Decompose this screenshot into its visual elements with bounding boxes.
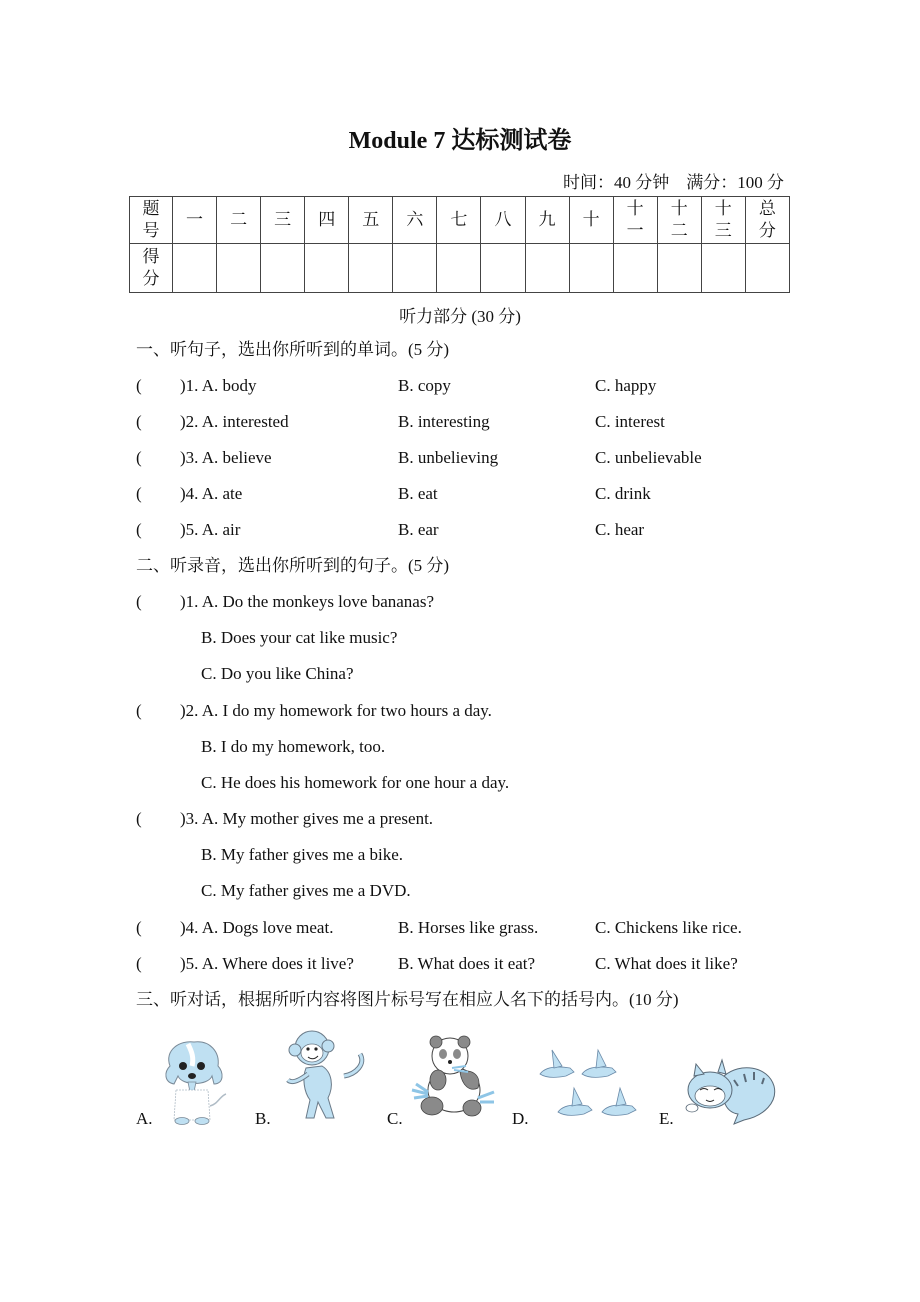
answer-blank[interactable]: ( bbox=[136, 918, 142, 937]
score-cell[interactable] bbox=[525, 244, 569, 293]
question-number-row bbox=[130, 197, 790, 244]
option-a: )4. A. ate bbox=[180, 484, 243, 503]
score-cell[interactable] bbox=[261, 244, 305, 293]
part1-instruction: 一、听句子，选出你所听到的单词。(5 分) bbox=[136, 340, 450, 359]
col-13: 十三 bbox=[701, 197, 745, 244]
panda-icon bbox=[410, 1032, 496, 1118]
score-cell[interactable] bbox=[349, 244, 393, 293]
option-a: )3. A. My mother gives me a present. bbox=[180, 809, 434, 828]
time-limit: 时间：40 分钟 bbox=[563, 173, 670, 192]
option-b: B. ear bbox=[398, 520, 439, 539]
answer-blank[interactable]: ( bbox=[136, 809, 142, 828]
score-cell-total[interactable] bbox=[745, 244, 789, 293]
option-a: )1. A. body bbox=[180, 376, 257, 395]
option-c: C. happy bbox=[595, 376, 657, 395]
score-cell[interactable] bbox=[657, 244, 701, 293]
option-a: )1. A. Do the monkeys love bananas? bbox=[180, 592, 434, 611]
option-a: )2. A. I do my homework for two hours a day. bbox=[180, 701, 492, 720]
score-cell[interactable] bbox=[437, 244, 481, 293]
col-2: 二 bbox=[217, 197, 261, 244]
answer-blank[interactable]: ( bbox=[136, 954, 142, 973]
col-total: 总分 bbox=[745, 197, 789, 244]
option-b: B. Does your cat like music? bbox=[201, 628, 398, 647]
score-cell[interactable] bbox=[569, 244, 613, 293]
score-cell[interactable] bbox=[393, 244, 437, 293]
col-11: 十一 bbox=[613, 197, 657, 244]
col-12: 十二 bbox=[657, 197, 701, 244]
answer-blank[interactable]: ( bbox=[136, 484, 142, 503]
question-row bbox=[136, 591, 434, 613]
option-b: B. copy bbox=[398, 376, 451, 395]
score-table bbox=[129, 196, 790, 293]
part3-instruction: 三、听对话，根据所听内容将图片标号写在相应人名下的括号内。(10 分) bbox=[136, 990, 679, 1009]
option-c: C. hear bbox=[595, 520, 645, 539]
question-row bbox=[136, 700, 492, 722]
option-b: B. I do my homework, too. bbox=[201, 737, 386, 756]
answer-blank[interactable]: ( bbox=[136, 376, 142, 395]
answer-blank[interactable]: ( bbox=[136, 592, 142, 611]
option-c: C. Do you like China? bbox=[201, 664, 354, 683]
option-a: )4. A. Dogs love meat. bbox=[180, 918, 334, 937]
picture-label-c: C. bbox=[387, 1109, 403, 1128]
cat-icon bbox=[684, 1056, 778, 1126]
option-b: B. interesting bbox=[398, 412, 490, 431]
picture-label-e: E. bbox=[659, 1109, 674, 1128]
answer-blank[interactable]: ( bbox=[136, 520, 142, 539]
question-row bbox=[136, 917, 796, 939]
option-b: B. eat bbox=[398, 484, 438, 503]
row-label-question: 题号 bbox=[130, 197, 173, 244]
score-cell[interactable] bbox=[481, 244, 525, 293]
option-b: B. unbelieving bbox=[398, 448, 499, 467]
option-c: C. He does his homework for one hour a day. bbox=[201, 773, 510, 792]
col-10: 十 bbox=[569, 197, 613, 244]
picture-label-b: B. bbox=[255, 1109, 271, 1128]
option-a: )3. A. believe bbox=[180, 448, 272, 467]
question-row bbox=[136, 519, 796, 541]
option-c: C. What does it like? bbox=[595, 954, 738, 973]
question-row bbox=[136, 411, 796, 433]
score-cell[interactable] bbox=[613, 244, 657, 293]
option-a: )2. A. interested bbox=[180, 412, 289, 431]
option-b: B. What does it eat? bbox=[398, 954, 536, 973]
listening-heading: 听力部分 (30 分) bbox=[399, 307, 521, 326]
col-8: 八 bbox=[481, 197, 525, 244]
dog-icon bbox=[158, 1036, 238, 1128]
question-row bbox=[136, 447, 796, 469]
option-b: B. My father gives me a bike. bbox=[201, 845, 404, 864]
col-4: 四 bbox=[305, 197, 349, 244]
full-score: 满分：100 分 bbox=[686, 173, 784, 192]
birds-icon bbox=[536, 1044, 646, 1124]
option-c: C. interest bbox=[595, 412, 665, 431]
col-7: 七 bbox=[437, 197, 481, 244]
picture-label-a: A. bbox=[136, 1109, 153, 1128]
score-row bbox=[130, 244, 790, 293]
picture-label-d: D. bbox=[512, 1109, 529, 1128]
question-row bbox=[136, 808, 433, 830]
col-3: 三 bbox=[261, 197, 305, 244]
question-row bbox=[136, 483, 796, 505]
answer-blank[interactable]: ( bbox=[136, 412, 142, 431]
option-c: C. unbelievable bbox=[595, 448, 702, 467]
row-label-score: 得分 bbox=[130, 244, 173, 293]
answer-blank[interactable]: ( bbox=[136, 701, 142, 720]
option-c: C. Chickens like rice. bbox=[595, 918, 742, 937]
score-cell[interactable] bbox=[305, 244, 349, 293]
col-9: 九 bbox=[525, 197, 569, 244]
option-b: B. Horses like grass. bbox=[398, 918, 539, 937]
score-cell[interactable] bbox=[701, 244, 745, 293]
option-c: C. drink bbox=[595, 484, 651, 503]
score-cell[interactable] bbox=[217, 244, 261, 293]
option-c: C. My father gives me a DVD. bbox=[201, 881, 411, 900]
part2-instruction: 二、听录音，选出你所听到的句子。(5 分) bbox=[136, 556, 450, 575]
question-row bbox=[136, 953, 796, 975]
monkey-icon bbox=[282, 1028, 372, 1126]
col-5: 五 bbox=[349, 197, 393, 244]
answer-blank[interactable]: ( bbox=[136, 448, 142, 467]
question-row bbox=[136, 375, 796, 397]
col-1: 一 bbox=[173, 197, 217, 244]
exam-meta bbox=[563, 168, 784, 193]
option-a: )5. A. air bbox=[180, 520, 241, 539]
page-title: Module 7 达标测试卷 bbox=[348, 128, 572, 154]
col-6: 六 bbox=[393, 197, 437, 244]
option-a: )5. A. Where does it live? bbox=[180, 954, 354, 973]
score-cell[interactable] bbox=[173, 244, 217, 293]
